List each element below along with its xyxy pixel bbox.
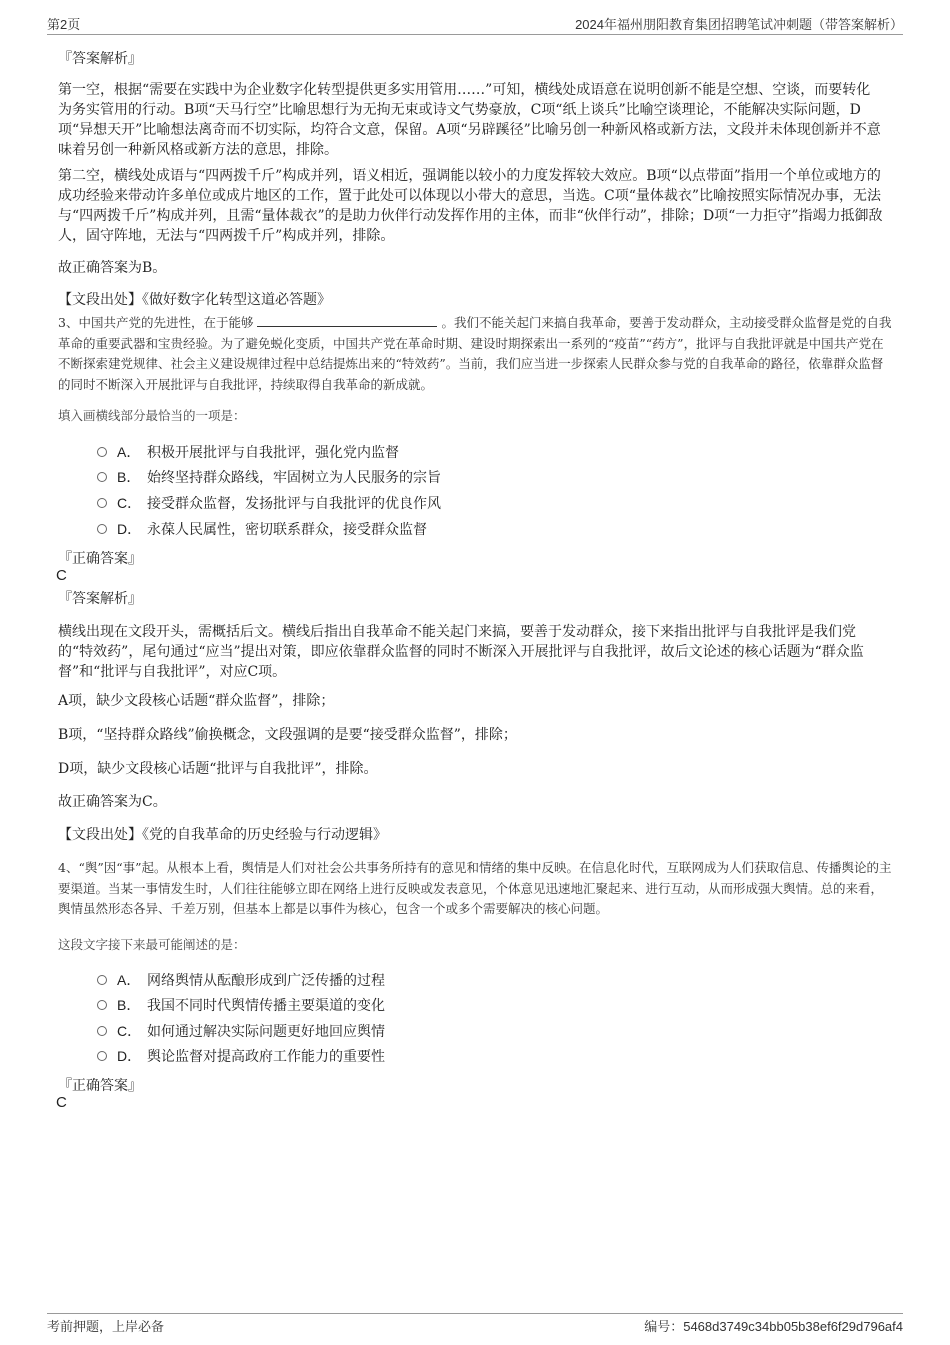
document-code: 编号：5468d3749c34bb05b38ef6f29d796af4 xyxy=(644,1319,903,1334)
footer-slogan: 考前押题，上岸必备 xyxy=(47,1320,165,1335)
q3-answer: C xyxy=(56,567,67,584)
option-text: 积极开展批评与自我批评，强化党内监督 xyxy=(147,445,399,461)
option-letter: A． xyxy=(117,972,141,988)
q3-stem-rest: 。我们不能关起门来搞自我革命，要善于发动群众，主动接受群众监督是党的自我革命的重要武器和宝贵经验。为了避免蜕化变质，中国共产党在革命时期、建设时期探索出一系列的“疫苗”“药方”，批评与自我批评就是中国共产党在不断探索建党规律、社会主义建设规律过程中总结提炼出来的“特效药”。当前，我们应当进一步探索人民群众参与党的自我革命的路径，依靠群众监督的同时不断深入开展批评与自我批评，持续取得自我革命的新成就。 xyxy=(58,315,892,392)
option-letter: B． xyxy=(117,997,141,1013)
option-letter: D． xyxy=(117,521,142,537)
q4-option-a[interactable] xyxy=(97,970,385,992)
radio-icon[interactable] xyxy=(97,1026,107,1036)
q3-stem-start: 3、中国共产党的先进性，在于能够 xyxy=(58,315,254,330)
q3-option-c[interactable] xyxy=(97,493,441,515)
q3-blank-line xyxy=(257,312,437,327)
q3-analysis-label: 『答案解析』 xyxy=(58,591,142,607)
q2-analysis-paragraph-2: 第二空，横线处成语与“四两拨千斤”构成并列，语义相近，强调能以较小的力度发挥较大效应。B项“以点带面”指用一个单位或地方的成功经验来带动许多单位或成片地区的工作，置于此处可以体现以小带大的意思，当选。C项“量体裁衣”比喻按照实际情况办事，无法与“四两拨千斤”构成并列，且需“量体裁衣”的是助力伙伴行动发挥作用的主体，而非“伙伴行动”，排除；D项“一力拒守”指竭力抵御敌人，固守阵地，无法与“四两拨千斤”构成并列，排除。 xyxy=(58,168,883,244)
page-number: 第2页 xyxy=(47,17,81,32)
option-letter: C． xyxy=(117,495,142,511)
option-text: 永葆人民属性，密切联系群众，接受群众监督 xyxy=(147,522,427,538)
q4-option-b[interactable] xyxy=(97,995,385,1017)
q3-question: 填入画横线部分最恰当的一项是： xyxy=(58,408,246,423)
option-text: 舆论监督对提高政府工作能力的重要性 xyxy=(147,1049,385,1065)
option-text: 接受群众监督，发扬批评与自我批评的优良作风 xyxy=(147,496,441,512)
radio-icon[interactable] xyxy=(97,524,107,534)
q2-analysis-label: 『答案解析』 xyxy=(58,51,142,67)
q3-stem xyxy=(58,312,894,395)
q2-conclusion: 故正确答案为B。 xyxy=(58,260,167,276)
option-text: 网络舆情从酝酿形成到广泛传播的过程 xyxy=(147,973,385,989)
radio-icon[interactable] xyxy=(97,498,107,508)
q3-source: 【文段出处】《党的自我革命的历史经验与行动逻辑》 xyxy=(58,827,387,843)
page-footer xyxy=(47,1313,903,1335)
q3-analysis-paragraph: 横线出现在文段开头，需概括后文。横线后指出自我革命不能关起门来搞，要善于发动群众，接下来指出批评与自我批评是我们党的“特效药”，尾句通过“应当”提出对策，即应依靠群众监督的同时不断深入开展批评与自我批评，故后文论述的核心话题为“群众监督”和“批评与自我批评”，对应C项。 xyxy=(58,624,864,680)
radio-icon[interactable] xyxy=(97,447,107,457)
q3-analysis-b: B项，“坚持群众路线”偷换概念，文段强调的是要“接受群众监督”，排除； xyxy=(58,727,517,743)
option-letter: D． xyxy=(117,1048,142,1064)
option-text: 我国不同时代舆情传播主要渠道的变化 xyxy=(147,998,385,1014)
q4-option-d[interactable] xyxy=(97,1046,385,1068)
q4-answer: C xyxy=(56,1094,67,1111)
option-letter: C． xyxy=(117,1023,142,1039)
q3-option-b[interactable] xyxy=(97,467,441,489)
q3-option-a[interactable] xyxy=(97,442,399,464)
q3-answer-label: 『正确答案』 xyxy=(58,551,142,567)
option-letter: A． xyxy=(117,444,141,460)
option-text: 始终坚持群众路线，牢固树立为人民服务的宗旨 xyxy=(147,470,441,486)
radio-icon[interactable] xyxy=(97,1000,107,1010)
option-letter: B． xyxy=(117,469,141,485)
q3-conclusion: 故正确答案为C。 xyxy=(58,794,167,810)
q4-question: 这段文字接下来最可能阐述的是： xyxy=(58,937,246,952)
document-title: 2024年福州朋阳教育集团招聘笔试冲刺题（带答案解析） xyxy=(575,17,903,32)
q3-analysis-a: A项，缺少文段核心话题“群众监督”，排除； xyxy=(58,693,335,709)
radio-icon[interactable] xyxy=(97,975,107,985)
page-header xyxy=(47,12,903,35)
q2-analysis-paragraph-1: 第一空，根据“需要在实践中为企业数字化转型提供更多实用管用……”可知，横线处成语意在说明创新不能是空想、空谈，而要转化为务实管用的行动。B项“天马行空”比喻思想行为无拘无束或诗文气势豪放，C项“纸上谈兵”比喻空谈理论，不能解决实际问题，D项“异想天开”比喻想法离奇而不切实际，均符合文意，保留。A项“另辟蹊径”比喻另创一种新风格或新方法，文段并未体现创新并不意味着另创一种新风格或新方法的意思，排除。 xyxy=(58,82,881,158)
q2-source: 【文段出处】《做好数字化转型这道必答题》 xyxy=(58,292,331,308)
option-text: 如何通过解决实际问题更好地回应舆情 xyxy=(147,1024,385,1040)
q4-stem: 4、“舆”因“事”起。从根本上看，舆情是人们对社会公共事务所持有的意见和情绪的集中反映。在信息化时代，互联网成为人们获取信息、传播舆论的主要渠道。当某一事情发生时，人们往往能够立即在网络上进行反映或发表意见，个体意见迅速地汇聚起来、进行互动，从而形成强大舆情。总的来看，舆情虽然形态各异、千差万别，但基本上都是以事件为核心，包含一个或多个需要解决的核心问题。 xyxy=(58,860,892,916)
q3-analysis-d: D项，缺少文段核心话题“批评与自我批评”，排除。 xyxy=(58,761,378,777)
q4-answer-label: 『正确答案』 xyxy=(58,1078,142,1094)
radio-icon[interactable] xyxy=(97,472,107,482)
q3-option-d[interactable] xyxy=(97,519,427,541)
radio-icon[interactable] xyxy=(97,1051,107,1061)
q4-option-c[interactable] xyxy=(97,1021,385,1043)
